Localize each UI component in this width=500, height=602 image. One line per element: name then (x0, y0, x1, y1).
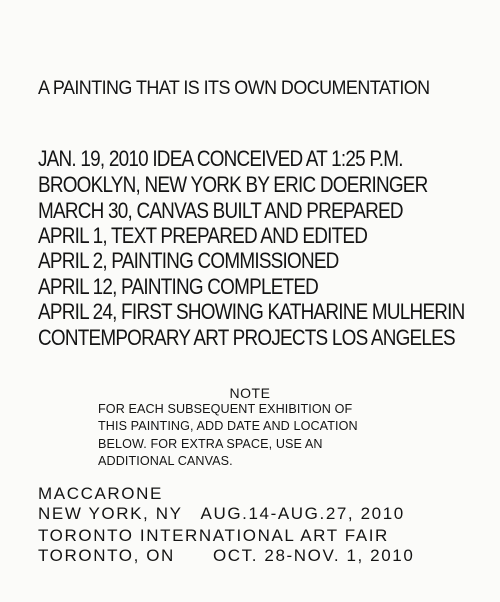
painting-title: A PAINTING THAT IS ITS OWN DOCUMENTATION (38, 77, 430, 99)
note-line: THIS PAINTING, ADD DATE AND LOCATION (98, 419, 358, 433)
note-heading: NOTE (229, 385, 271, 401)
exhibition-location-dates (38, 546, 414, 566)
note-line: FOR EACH SUBSEQUENT EXHIBITION OF (98, 402, 353, 416)
exhibition-venue: TORONTO INTERNATIONAL ART FAIR (38, 526, 389, 545)
exhibition-place: TORONTO, ON (38, 546, 175, 565)
note-line: BELOW. FOR EXTRA SPACE, USE AN (98, 437, 323, 451)
documentation-line: BROOKLYN, NEW YORK BY ERIC DOERINGER (38, 172, 428, 197)
exhibition-dates: AUG.14-AUG.27, 2010 (200, 504, 405, 523)
documentation-line: APRIL 2, PAINTING COMMISSIONED (38, 248, 339, 273)
exhibition-venue: MACCARONE (38, 484, 163, 503)
documentation-line: APRIL 12, PAINTING COMPLETED (38, 274, 319, 299)
exhibition-location-dates (38, 504, 405, 524)
note-line: ADDITIONAL CANVAS. (98, 454, 233, 468)
documentation-line: JAN. 19, 2010 IDEA CONCEIVED AT 1:25 P.M. (38, 146, 403, 171)
documentation-line: CONTEMPORARY ART PROJECTS LOS ANGELES (38, 325, 455, 350)
documentation-line: APRIL 24, FIRST SHOWING KATHARINE MULHERIN (38, 299, 465, 324)
exhibition-place: NEW YORK, NY (38, 504, 183, 523)
documentation-line: APRIL 1, TEXT PREPARED AND EDITED (38, 223, 368, 248)
documentation-line: MARCH 30, CANVAS BUILT AND PREPARED (38, 198, 403, 223)
exhibition-dates: OCT. 28-NOV. 1, 2010 (212, 546, 415, 565)
